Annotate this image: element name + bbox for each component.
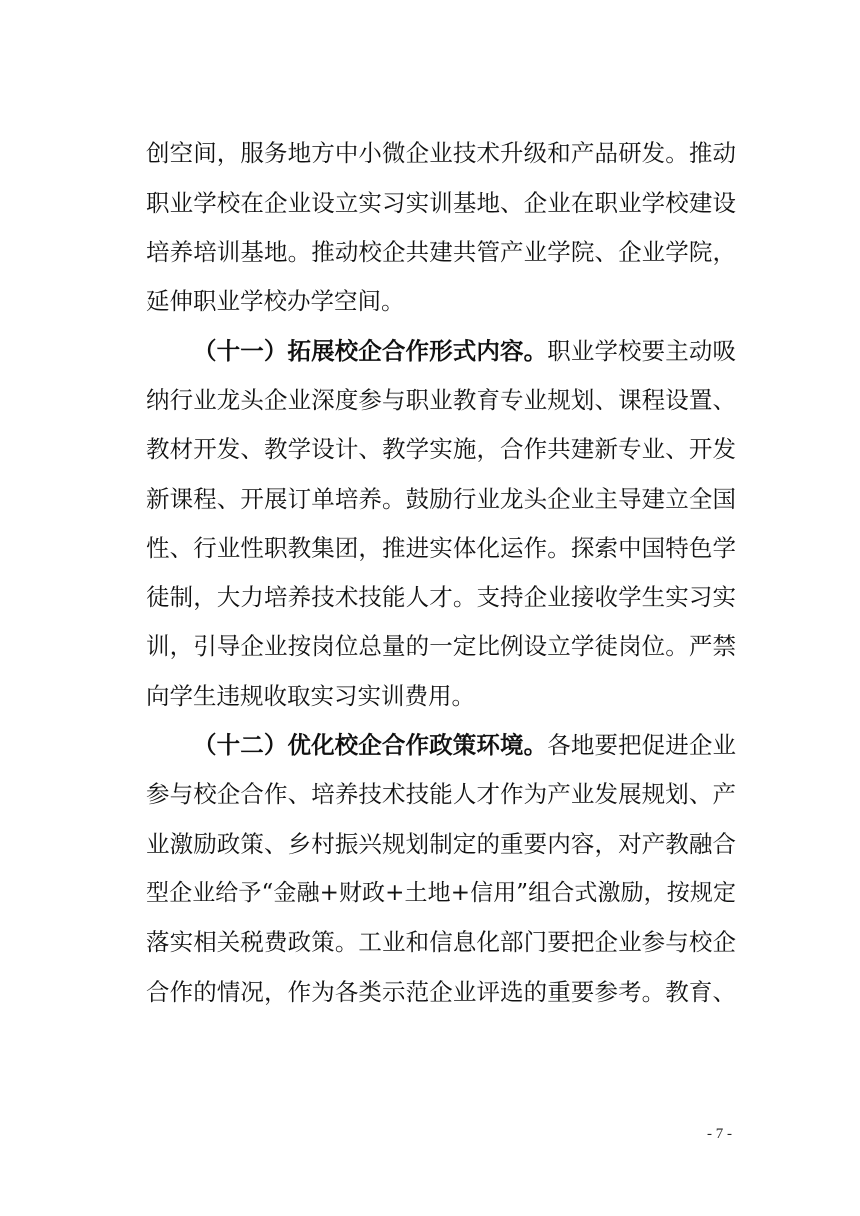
section-heading: （十二）优化校企合作政策环境。: [193, 731, 548, 759]
body-line: 性、行业性职教集团，推进实体化运作。探索中国特色学: [146, 534, 736, 562]
section-heading: （十一）拓展校企合作形式内容。: [193, 337, 548, 365]
body-line: 业激励政策、乡村振兴规划制定的重要内容，对产教融合: [146, 830, 736, 858]
body-line: 创空间，服务地方中小微企业技术升级和产品研发。推动: [146, 139, 736, 167]
body-line: 训，引导企业按岗位总量的一定比例设立学徒岗位。严禁: [146, 632, 736, 660]
section-eleven-line: [193, 335, 736, 367]
body-line: 合作的情况，作为各类示范企业评选的重要参考。教育、: [146, 978, 736, 1006]
body-line: 教材开发、教学设计、教学实施，合作共建新专业、开发: [146, 435, 736, 463]
body-line: 落实相关税费政策。工业和信息化部门要把企业参与校企: [146, 928, 736, 956]
section-twelve-line: [193, 729, 736, 761]
body-line: 型企业给予“金融+财政+土地+信用”组合式激励，按规定: [146, 880, 736, 906]
body-line: 参与校企合作、培养技术技能人才作为产业发展规划、产: [146, 780, 736, 808]
body-line: 新课程、开展订单培养。鼓励行业龙头企业主导建立全国: [146, 485, 736, 513]
body-line: 职业学校在企业设立实习实训基地、企业在职业学校建设: [146, 189, 736, 217]
body-line: 纳行业龙头企业深度参与职业教育专业规划、课程设置、: [146, 386, 736, 414]
body-line: 徒制，大力培养技术技能人才。支持企业接收学生实习实: [146, 583, 736, 611]
section-body-text: 各地要把促进企业: [547, 731, 737, 759]
body-line: 向学生违规收取实习实训费用。: [146, 682, 475, 710]
page-number: - 7 -: [707, 1126, 732, 1142]
body-line: 延伸职业学校办学空间。: [146, 287, 405, 315]
body-line: 培养培训基地。推动校企共建共管产业学院、企业学院，: [146, 238, 736, 266]
section-body-text: 职业学校要主动吸: [547, 337, 737, 365]
